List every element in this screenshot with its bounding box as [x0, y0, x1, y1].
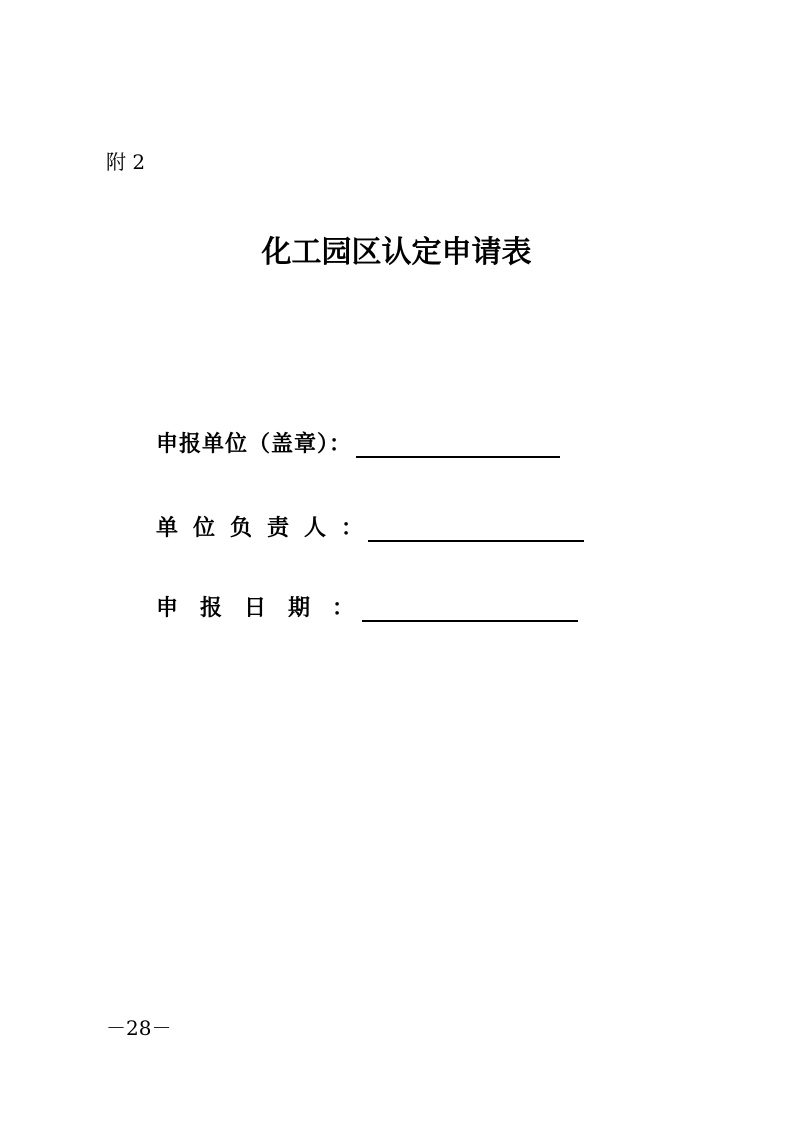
unit-head-label: 单位负责人：	[156, 516, 379, 541]
applicant-unit-field[interactable]	[356, 428, 560, 458]
application-date-label: 申报日期：	[156, 596, 377, 621]
annex-label: 附 2	[106, 150, 146, 174]
applicant-unit-label: 申报单位（盖章）：	[156, 432, 353, 457]
unit-head-field[interactable]	[368, 512, 584, 542]
page-title: 化工园区认定申请表	[261, 235, 532, 270]
application-date-field[interactable]	[362, 592, 578, 622]
page-number: －28－	[106, 1016, 172, 1040]
unit-head-row	[156, 508, 584, 544]
applicant-unit-row	[156, 424, 560, 460]
application-date-row	[156, 588, 578, 624]
